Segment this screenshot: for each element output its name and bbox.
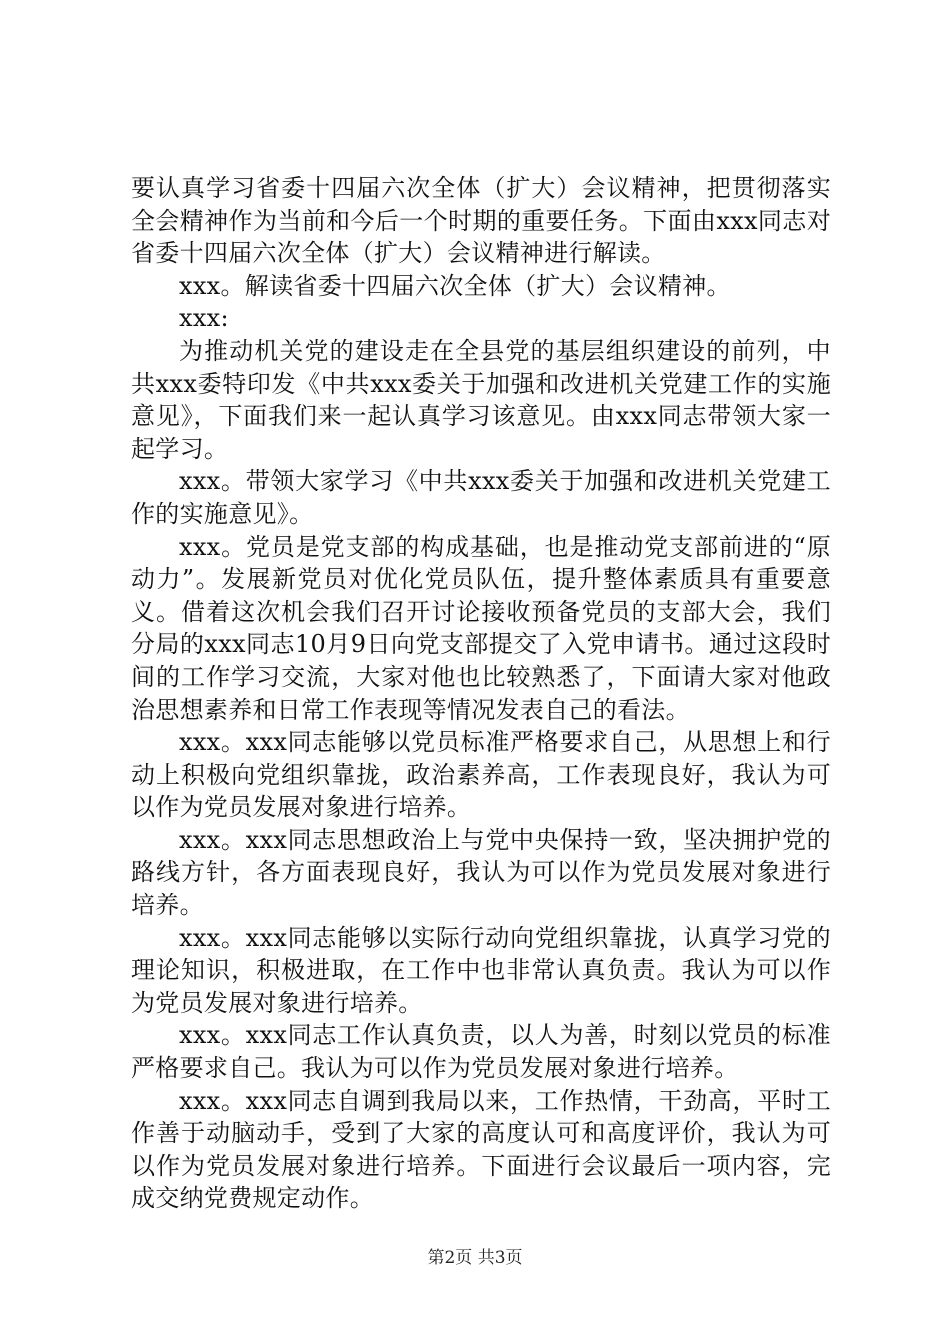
paragraph-9: xxx。xxx同志能够以实际行动向党组织靠拢，认真学习党的理论知识，积极进取，在工作中也非常认真负责。我认为可以作为党员发展对象进行培养。 <box>131 923 831 1017</box>
document-body <box>131 172 831 1215</box>
paragraph-5: xxx。带领大家学习《中共xxx委关于加强和改进机关党建工作的实施意见》。 <box>131 467 831 528</box>
page-number-footer: 第2页 共3页 <box>427 1248 523 1268</box>
paragraph-1: 要认真学习省委十四届六次全体（扩大）会议精神，把贯彻落实全会精神作为当前和今后一个时期的重要任务。下面由xxx同志对省委十四届六次全体（扩大）会议精神进行解读。 <box>131 174 831 268</box>
paragraph-6: xxx。党员是党支部的构成基础，也是推动党支部前进的“原动力”。发展新党员对优化党员队伍，提升整体素质具有重要意义。借着这次机会我们召开讨论接收预备党员的支部大会，我们分局的xxx同志10月9日向党支部提交了入党申请书。通过这段时间的工作学习交流，大家对他也比较熟悉了，下面请大家对他政治思想素养和日常工作表现等情况发表自己的看法。 <box>131 532 831 724</box>
paragraph-11: xxx。xxx同志自调到我局以来，工作热情，干劲高，平时工作善于动脑动手，受到了大家的高度认可和高度评价，我认为可以作为党员发展对象进行培养。下面进行会议最后一项内容，完成交纳党费规定动作。 <box>131 1086 831 1213</box>
paragraph-2: xxx。解读省委十四届六次全体（扩大）会议精神。 <box>179 271 731 300</box>
paragraph-8: xxx。xxx同志思想政治上与党中央保持一致，坚决拥护党的路线方针，各方面表现良好，我认为可以作为党员发展对象进行培养。 <box>131 825 831 920</box>
paragraph-3: xxx: <box>179 304 229 333</box>
paragraph-7: xxx。xxx同志能够以党员标准严格要求自己，从思想上和行动上积极向党组织靠拢，政治素养高，工作表现良好，我认为可以作为党员发展对象进行培养。 <box>131 728 831 822</box>
paragraph-10: xxx。xxx同志工作认真负责，以人为善，时刻以党员的标准严格要求自己。我认为可以作为党员发展对象进行培养。 <box>131 1021 831 1083</box>
paragraph-4: 为推动机关党的建设走在全县党的基层组织建设的前列，中共xxx委特印发《中共xxx委关于加强和改进机关党建工作的实施意见》，下面我们来一起认真学习该意见。由xxx同志带领大家一起学习。 <box>131 336 831 463</box>
